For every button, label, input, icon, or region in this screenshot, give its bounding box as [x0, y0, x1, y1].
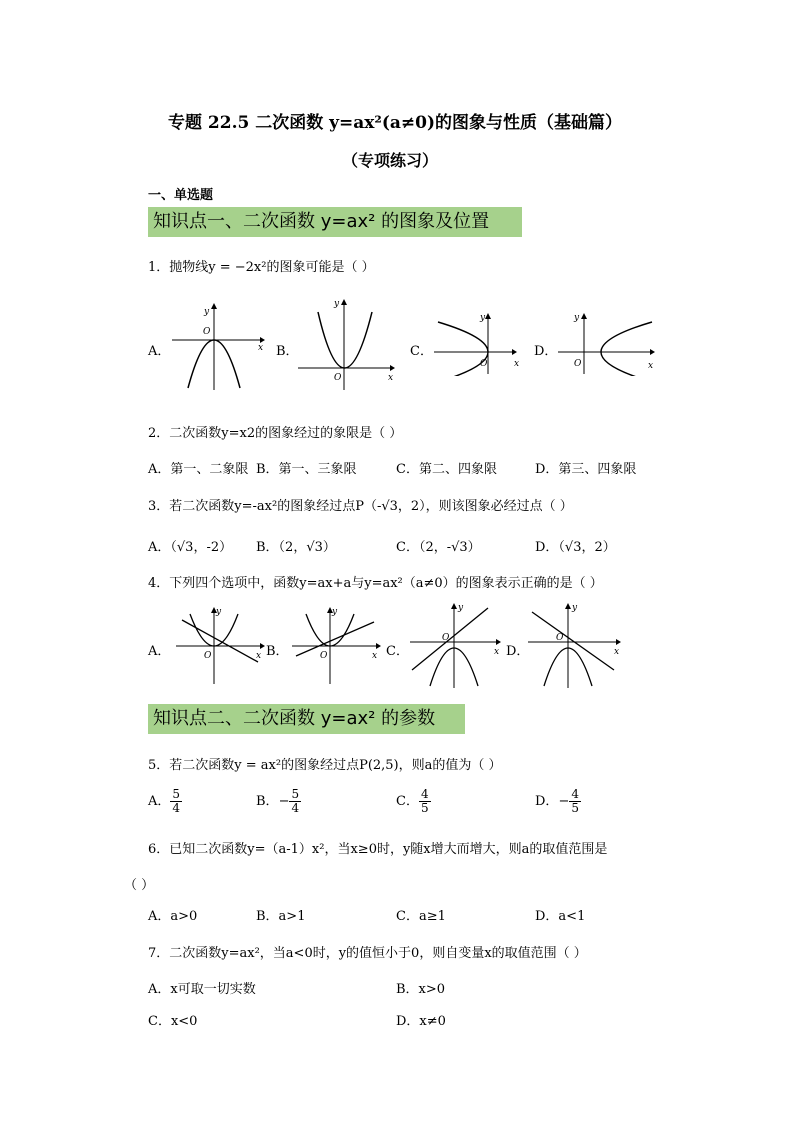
q4-graph-b [290, 604, 384, 690]
q3-option-a: A．（√3，-2） [148, 540, 233, 555]
axis-label-y: y [458, 603, 464, 613]
q7-option-d: D．x≠0 [396, 1014, 446, 1029]
q5-option-a: A． $\frac{5}{4}$ [148, 787, 181, 815]
axis-label-y: y [334, 299, 340, 309]
origin-label: O [320, 651, 328, 661]
q2-option-c: C．第二、四象限 [396, 462, 497, 477]
q1-graph-d [556, 308, 660, 376]
axis-label-x: x [372, 651, 378, 661]
q1-option-c-label: C． [410, 344, 433, 359]
knowledge-point-banner-1: 知识点一、二次函数 y=ax² 的图象及位置 [148, 207, 522, 237]
q1-graph-c [432, 308, 524, 376]
q5-option-b: B．− $\frac{5}{4}$ [256, 787, 300, 815]
q3-option-d: D．（√3，2） [535, 540, 616, 555]
axis-label-x: x [388, 373, 394, 383]
knowledge-point-banner-2: 知识点二、二次函数 y=ax² 的参数 [148, 704, 465, 734]
question-3-stem: 3．若二次函数y=-ax²的图象经过点P（-√3，2），则该图象必经过点（ ） [148, 499, 573, 514]
question-6-stem-continued: （ ） [124, 878, 155, 893]
origin-label: O [480, 359, 488, 369]
page-title: 专题 22.5 二次函数 y=ax²(a≠0)的图象与性质（基础篇） [168, 113, 623, 133]
axis-label-x: x [258, 343, 264, 353]
axis-label-y: y [204, 307, 210, 317]
axis-label-x: x [614, 647, 620, 657]
q3-option-b: B．（2，√3） [256, 540, 336, 555]
q4-graph-d [526, 600, 624, 690]
question-4-stem: 4．下列四个选项中，函数y=ax+a与y=ax²（a≠0）的图象表示正确的是（ ） [148, 576, 603, 591]
origin-label: O [442, 633, 450, 643]
q1-option-d-label: D． [534, 344, 558, 359]
q3-option-c: C．（2，-√3） [396, 540, 481, 555]
q2-option-a: A．第一、二象限 [148, 462, 249, 477]
q4-option-d-label: D． [506, 644, 530, 659]
q1-graph-a [170, 300, 266, 392]
q4-option-a-label: A． [148, 644, 171, 659]
q6-option-c: C．a≥1 [396, 909, 446, 924]
axis-label-x: x [648, 361, 654, 371]
q6-option-a: A．a>0 [148, 909, 198, 924]
axis-label-y: y [574, 313, 580, 323]
q2-option-b: B．第一、三象限 [256, 462, 357, 477]
origin-label: O [204, 651, 212, 661]
question-5-stem: 5．若二次函数y = ax²的图象经过点P(2,5)，则a的值为（ ） [148, 758, 502, 773]
q4-option-c-label: C． [386, 644, 409, 659]
q1-option-a-label: A． [148, 344, 171, 359]
axis-label-y: y [480, 313, 486, 323]
q7-option-b: B．x>0 [396, 982, 446, 997]
origin-label: O [203, 327, 211, 337]
axis-label-y: y [332, 607, 338, 617]
q5-option-d: D．− $\frac{4}{5}$ [535, 787, 579, 815]
q5-option-c: C． $\frac{4}{5}$ [396, 787, 429, 815]
origin-label: O [556, 633, 564, 643]
q4-graph-c [408, 600, 504, 690]
section-heading: 一、单选题 [148, 188, 214, 203]
q1-graph-b [296, 296, 398, 392]
axis-label-y: y [216, 607, 222, 617]
q4-graph-a [174, 604, 268, 690]
question-1-stem: 1．抛物线y = −2x²的图象可能是（ ） [148, 260, 375, 275]
q6-option-b: B．a>1 [256, 909, 306, 924]
question-6-stem: 6．已知二次函数y=（a-1）x²，当x≥0时，y随x增大而增大，则a的取值范围是 [148, 842, 608, 857]
q7-option-c: C．x<0 [148, 1014, 198, 1029]
axis-label-x: x [514, 359, 520, 369]
q7-option-a: A．x可取一切实数 [148, 982, 256, 997]
page-subtitle: （专项练习） [342, 151, 439, 170]
q4-option-b-label: B． [266, 644, 289, 659]
q1-option-b-label: B． [276, 344, 299, 359]
question-2-stem: 2．二次函数y=x2的图象经过的象限是（ ） [148, 426, 403, 441]
origin-label: O [334, 373, 342, 383]
axis-label-x: x [494, 647, 500, 657]
axis-label-y: y [572, 603, 578, 613]
axis-label-x: x [256, 651, 262, 661]
origin-label: O [574, 359, 582, 369]
question-7-stem: 7．二次函数y=ax²，当a<0时，y的值恒小于0，则自变量x的取值范围（ ） [148, 946, 587, 961]
q2-option-d: D．第三、四象限 [535, 462, 637, 477]
q6-option-d: D．a<1 [535, 909, 586, 924]
